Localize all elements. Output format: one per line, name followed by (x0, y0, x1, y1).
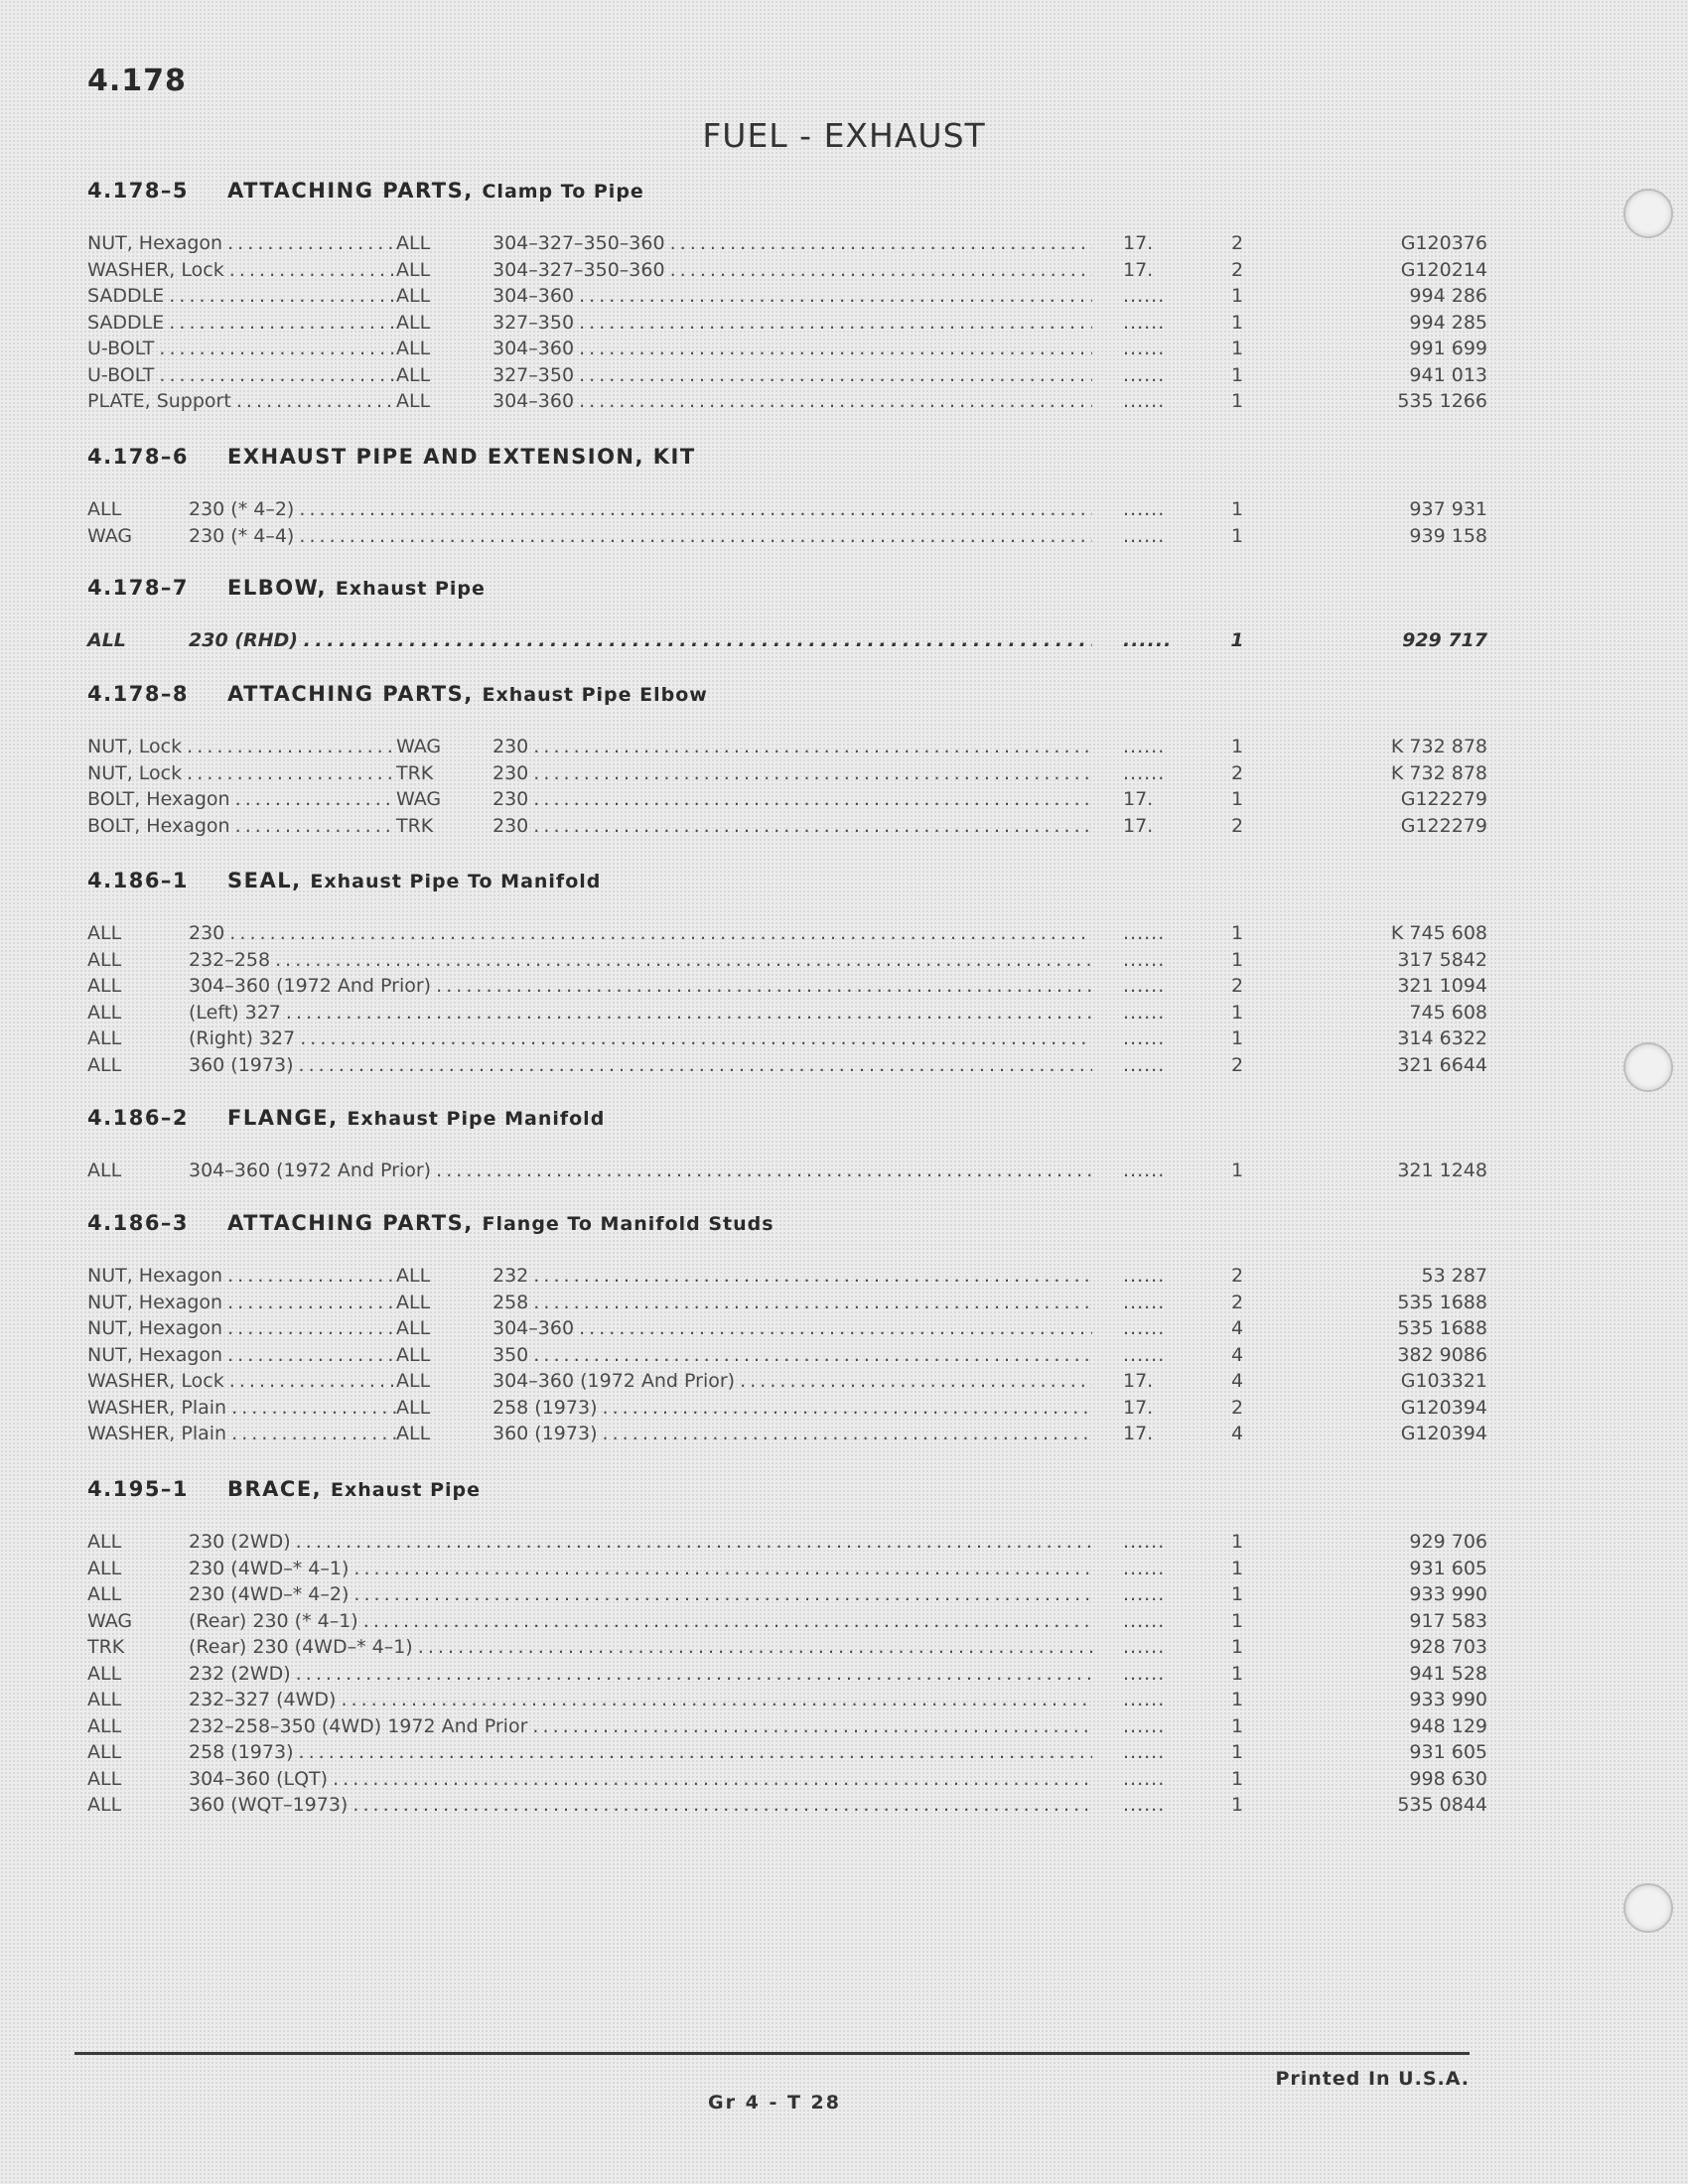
model-code: ALL (396, 1265, 431, 1287)
group-ref: ...... (1123, 1714, 1166, 1737)
section-subtitle: Clamp To Pipe (482, 181, 644, 203)
group-ref: ...... (1123, 1794, 1166, 1816)
part-number: 929 706 (1409, 1531, 1487, 1553)
quantity: 2 (1230, 1396, 1244, 1419)
table-row (87, 362, 1487, 389)
engine-application: 304–360 (LQT) . . . (189, 1766, 1092, 1793)
quantity: 1 (1230, 285, 1244, 307)
item-name: NUT, Lock . . . (87, 760, 396, 787)
model-code: TRK (87, 1636, 125, 1658)
table-row (87, 1025, 1487, 1052)
quantity: 1 (1230, 1027, 1244, 1049)
group-ref: ...... (1123, 1001, 1166, 1024)
engine-application: 230 . . . (492, 760, 1092, 787)
engine-application: 232–258–350 (4WD) 1972 And Prior . . . (189, 1713, 1092, 1740)
item-name: U-BOLT . . . (87, 362, 396, 389)
model-code: ALL (87, 948, 122, 971)
section-4-178-8 (87, 680, 1487, 839)
model-code: ALL (87, 1531, 122, 1553)
item-name: WASHER, Plain . . . (87, 1421, 396, 1447)
part-number: 53 287 (1421, 1265, 1487, 1287)
model-code: ALL (396, 258, 431, 281)
group-ref: ...... (1123, 1689, 1166, 1710)
table-row (87, 1158, 1487, 1184)
table-row (87, 1315, 1487, 1342)
table-row (87, 627, 1487, 654)
section-subtitle: Flange To Manifold Studs (482, 1213, 774, 1235)
group-ref: 17. (1123, 1423, 1154, 1444)
engine-application: 304–327–350–360 . . . (492, 257, 1092, 284)
engine-application: 360 (1973) . . . (189, 1052, 1092, 1079)
model-code: ALL (87, 1053, 122, 1076)
section-4-186-3 (87, 1209, 1487, 1447)
group-ref: ...... (1123, 524, 1166, 547)
table-row (87, 813, 1487, 840)
group-ref: ...... (1123, 338, 1166, 359)
quantity: 2 (1230, 1291, 1244, 1313)
part-number: 321 1094 (1397, 975, 1487, 997)
footer-rule (74, 2052, 1470, 2055)
part-number: 382 9086 (1397, 1343, 1487, 1366)
quantity: 1 (1230, 1689, 1244, 1710)
engine-application: 327–350 . . . (492, 310, 1092, 337)
model-code: ALL (396, 285, 431, 307)
engine-application: 230 (4WD–* 4–2) . . . (189, 1581, 1092, 1608)
table-row (87, 1739, 1487, 1766)
page-title: FUEL - EXHAUST (702, 116, 986, 155)
group-ref: ...... (1123, 1767, 1166, 1790)
part-number: 321 6644 (1397, 1053, 1487, 1076)
engine-application: 232 . . . (492, 1263, 1092, 1290)
table-row (87, 1634, 1487, 1661)
section-heading (87, 1209, 1418, 1237)
part-number: G120214 (1400, 258, 1487, 281)
table-row (87, 310, 1487, 337)
section-title: ELBOW, (227, 576, 328, 600)
quantity: 1 (1230, 1583, 1244, 1605)
engine-application: (Right) 327 . . . (189, 1025, 1092, 1052)
quantity: 1 (1230, 524, 1244, 547)
part-number: 998 630 (1409, 1767, 1487, 1790)
part-number: 933 990 (1409, 1583, 1487, 1605)
table-row (87, 1661, 1487, 1688)
item-name: U-BOLT . . . (87, 336, 396, 362)
table-row (87, 336, 1487, 362)
engine-application: 327–350 . . . (492, 362, 1092, 389)
table-row (87, 973, 1487, 1000)
table-row (87, 496, 1487, 523)
group-ref: ...... (1123, 1662, 1166, 1685)
section-number: 4.178–8 (87, 682, 190, 706)
table-row (87, 920, 1487, 947)
engine-application: 232 (2WD) . . . (189, 1661, 1092, 1688)
model-code: ALL (87, 1741, 122, 1763)
engine-application: 230 (* 4–4) . . . (189, 523, 1092, 550)
table-row (87, 388, 1487, 415)
engine-application: 230 (2WD) . . . (189, 1529, 1092, 1556)
section-4-195-1 (87, 1475, 1487, 1819)
section-title: EXHAUST PIPE AND EXTENSION, KIT (227, 445, 696, 469)
group-ref: ...... (1123, 1741, 1166, 1763)
printed-in-usa: Printed In U.S.A. (1275, 2068, 1470, 2090)
model-code: WAG (396, 788, 442, 810)
table-row (87, 1556, 1487, 1582)
table-row (87, 1687, 1487, 1713)
group-ref: ...... (1123, 498, 1166, 520)
engine-application: 350 . . . (492, 1342, 1092, 1369)
quantity: 1 (1230, 788, 1244, 810)
page-reference: Gr 4 - T 28 (708, 2092, 841, 2114)
model-code: ALL (396, 1396, 431, 1419)
binder-hole-top (1623, 189, 1673, 238)
quantity: 1 (1230, 1557, 1244, 1579)
part-number: 314 6322 (1397, 1027, 1487, 1049)
group-ref: ...... (1123, 1291, 1166, 1313)
table-row (87, 1713, 1487, 1740)
part-number: 535 1688 (1397, 1317, 1487, 1339)
quantity: 2 (1230, 232, 1244, 254)
binder-hole-bottom (1623, 1883, 1673, 1933)
engine-application: 304–360 . . . (492, 283, 1092, 310)
part-number: 928 703 (1409, 1636, 1487, 1658)
group-ref: ...... (1123, 390, 1166, 412)
table-row (87, 230, 1487, 257)
table-row (87, 734, 1487, 760)
section-heading (87, 1475, 1418, 1503)
model-code: ALL (396, 390, 431, 412)
quantity: 1 (1230, 390, 1244, 412)
quantity: 1 (1230, 1531, 1244, 1553)
quantity: 1 (1230, 1767, 1244, 1790)
table-row (87, 523, 1487, 550)
model-code: ALL (87, 1027, 122, 1049)
engine-application: 304–360 . . . (492, 336, 1092, 362)
section-4-178-7 (87, 574, 1487, 654)
item-name: BOLT, Hexagon . . . (87, 786, 396, 813)
item-name: SADDLE . . . (87, 283, 396, 310)
item-name: WASHER, Lock . . . (87, 1368, 396, 1395)
group-ref: ...... (1123, 311, 1166, 334)
part-number: G103321 (1400, 1370, 1487, 1392)
model-code: ALL (396, 311, 431, 334)
item-name: NUT, Hexagon . . . (87, 230, 396, 257)
model-code: ALL (396, 338, 431, 359)
quantity: 1 (1230, 1662, 1244, 1685)
table-row (87, 1052, 1487, 1079)
part-number: 991 699 (1409, 338, 1487, 359)
section-heading (87, 443, 1418, 471)
table-row (87, 1263, 1487, 1290)
group-ref: ...... (1123, 629, 1173, 651)
quantity: 1 (1230, 1609, 1244, 1632)
section-title: SEAL, (227, 869, 302, 892)
section-subtitle: Exhaust Pipe (335, 578, 486, 600)
section-number: 4.186–2 (87, 1106, 190, 1130)
section-number: 4.186–3 (87, 1211, 190, 1235)
engine-application: 230 . . . (492, 786, 1092, 813)
quantity: 1 (1230, 736, 1244, 757)
group-ref: ...... (1123, 1160, 1166, 1181)
engine-application: 232–327 (4WD) . . . (189, 1687, 1092, 1713)
part-number: 321 1248 (1397, 1160, 1487, 1181)
section-subtitle: Exhaust Pipe Elbow (482, 684, 708, 706)
quantity: 2 (1230, 814, 1244, 837)
engine-application: 304–360 (1972 And Prior) . . . (492, 1368, 1092, 1395)
part-number: 317 5842 (1397, 948, 1487, 971)
quantity: 1 (1230, 1001, 1244, 1024)
engine-application: 304–360 . . . (492, 1315, 1092, 1342)
engine-application: 360 (WQT–1973) . . . (189, 1792, 1092, 1819)
section-number: 4.186–1 (87, 869, 190, 892)
model-code: ALL (87, 975, 122, 997)
model-code: ALL (396, 1343, 431, 1366)
quantity: 4 (1230, 1343, 1244, 1366)
model-code: ALL (87, 1160, 122, 1181)
group-ref: ...... (1123, 1343, 1166, 1366)
model-code: ALL (87, 1662, 122, 1685)
part-number: 994 286 (1409, 285, 1487, 307)
group-ref: ...... (1123, 285, 1166, 307)
quantity: 2 (1230, 258, 1244, 281)
quantity: 4 (1230, 1370, 1244, 1392)
quantity: 1 (1230, 1794, 1244, 1816)
group-ref: 17. (1123, 258, 1154, 281)
section-title: ATTACHING PARTS, (227, 682, 474, 706)
group-ref: 17. (1123, 814, 1154, 837)
section-4-178-6 (87, 443, 1487, 549)
model-code: ALL (87, 498, 122, 520)
quantity: 1 (1230, 498, 1244, 520)
model-code: ALL (396, 232, 431, 254)
group-ref: ...... (1123, 1053, 1166, 1076)
group-ref: ...... (1123, 1317, 1166, 1339)
part-number: K 732 878 (1390, 761, 1487, 784)
engine-application: 232–258 . . . (189, 947, 1092, 974)
section-heading (87, 867, 1418, 894)
engine-application: 258 . . . (492, 1290, 1092, 1316)
model-code: ALL (396, 363, 431, 386)
page-number: 4.178 (87, 64, 187, 98)
section-subtitle: Exhaust Pipe (330, 1479, 482, 1501)
quantity: 2 (1230, 1265, 1244, 1287)
model-code: TRK (396, 814, 434, 837)
part-number: 941 013 (1409, 363, 1487, 386)
item-name: NUT, Hexagon . . . (87, 1263, 396, 1290)
model-code: ALL (87, 1767, 122, 1790)
section-subtitle: Exhaust Pipe To Manifold (310, 871, 602, 892)
quantity: 4 (1230, 1317, 1244, 1339)
table-row (87, 760, 1487, 787)
model-code: ALL (87, 1557, 122, 1579)
model-code: ALL (87, 1001, 122, 1024)
section-4-186-1 (87, 867, 1487, 1078)
engine-application: 230 (* 4–2) . . . (189, 496, 1092, 523)
group-ref: ...... (1123, 363, 1166, 386)
part-number: 745 608 (1409, 1001, 1487, 1024)
group-ref: ...... (1123, 736, 1166, 757)
part-number: 941 528 (1409, 1662, 1487, 1685)
group-ref: 17. (1123, 232, 1154, 254)
engine-application: 230 (RHD) . . . (189, 627, 1092, 654)
engine-application: 258 (1973) . . . (492, 1395, 1092, 1422)
model-code: ALL (87, 922, 122, 944)
part-number: 535 1266 (1397, 390, 1487, 412)
quantity: 2 (1230, 761, 1244, 784)
section-heading (87, 574, 1418, 602)
model-code: WAG (396, 736, 442, 757)
part-number: G120394 (1400, 1423, 1487, 1444)
item-name: NUT, Hexagon . . . (87, 1290, 396, 1316)
model-code: ALL (396, 1291, 431, 1313)
part-number: 937 931 (1409, 498, 1487, 520)
part-number: 929 717 (1402, 629, 1487, 651)
section-number: 4.178–7 (87, 576, 190, 600)
model-code: WAG (87, 524, 133, 547)
quantity: 1 (1230, 1741, 1244, 1763)
part-number: 933 990 (1409, 1689, 1487, 1710)
engine-application: 258 (1973) . . . (189, 1739, 1092, 1766)
table-row (87, 1766, 1487, 1793)
table-row (87, 257, 1487, 284)
group-ref: ...... (1123, 1636, 1166, 1658)
table-row (87, 786, 1487, 813)
group-ref: ...... (1123, 761, 1166, 784)
section-title: BRACE, (227, 1477, 323, 1501)
part-number: G120394 (1400, 1396, 1487, 1419)
group-ref: 17. (1123, 788, 1154, 810)
table-row (87, 1421, 1487, 1447)
model-code: ALL (87, 1689, 122, 1710)
engine-application: 360 (1973) . . . (492, 1421, 1092, 1447)
quantity: 1 (1230, 338, 1244, 359)
quantity: 2 (1230, 975, 1244, 997)
table-row (87, 1792, 1487, 1819)
engine-application: 304–360 . . . (492, 388, 1092, 415)
quantity: 1 (1230, 922, 1244, 944)
engine-application: 230 . . . (189, 920, 1092, 947)
part-number: 931 605 (1409, 1741, 1487, 1763)
table-row (87, 1608, 1487, 1635)
model-code: ALL (396, 1423, 431, 1444)
section-subtitle: Exhaust Pipe Manifold (347, 1108, 606, 1130)
section-heading (87, 177, 1418, 205)
model-code: ALL (87, 1794, 122, 1816)
quantity: 1 (1230, 948, 1244, 971)
model-code: ALL (87, 1583, 122, 1605)
section-heading (87, 1104, 1418, 1132)
table-row (87, 1290, 1487, 1316)
part-number: 535 1688 (1397, 1291, 1487, 1313)
part-number: 917 583 (1409, 1609, 1487, 1632)
group-ref: 17. (1123, 1396, 1154, 1419)
engine-application: (Rear) 230 (4WD–* 4–1) . . . (189, 1634, 1092, 1661)
part-number: 939 158 (1409, 524, 1487, 547)
group-ref: ...... (1123, 975, 1166, 997)
part-number: 535 0844 (1397, 1794, 1487, 1816)
quantity: 1 (1230, 1714, 1244, 1737)
section-title: FLANGE, (227, 1106, 339, 1130)
item-name: WASHER, Lock . . . (87, 257, 396, 284)
quantity: 1 (1230, 1636, 1244, 1658)
engine-application: 230 (4WD–* 4–1) . . . (189, 1556, 1092, 1582)
table-row (87, 1000, 1487, 1026)
engine-application: 230 . . . (492, 734, 1092, 760)
item-name: WASHER, Plain . . . (87, 1395, 396, 1422)
model-code: TRK (396, 761, 434, 784)
group-ref: 17. (1123, 1370, 1154, 1392)
group-ref: ...... (1123, 1531, 1166, 1553)
table-row (87, 1395, 1487, 1422)
section-4-186-2 (87, 1104, 1487, 1184)
quantity: 2 (1230, 1053, 1244, 1076)
model-code: ALL (396, 1370, 431, 1392)
part-number: 931 605 (1409, 1557, 1487, 1579)
part-number: K 732 878 (1390, 736, 1487, 757)
section-number: 4.178–5 (87, 179, 190, 203)
table-row (87, 283, 1487, 310)
quantity: 1 (1230, 311, 1244, 334)
model-code: ALL (87, 629, 126, 651)
part-number: G120376 (1400, 232, 1487, 254)
model-code: WAG (87, 1609, 133, 1632)
section-4-178-5 (87, 177, 1487, 415)
engine-application: 304–327–350–360 . . . (492, 230, 1092, 257)
part-number: K 745 608 (1390, 922, 1487, 944)
group-ref: ...... (1123, 1265, 1166, 1287)
item-name: NUT, Hexagon . . . (87, 1342, 396, 1369)
group-ref: ...... (1123, 948, 1166, 971)
section-number: 4.178–6 (87, 445, 190, 469)
section-heading (87, 680, 1418, 708)
part-number: 994 285 (1409, 311, 1487, 334)
section-number: 4.195–1 (87, 1477, 190, 1501)
engine-application: 304–360 (1972 And Prior) . . . (189, 973, 1092, 1000)
group-ref: ...... (1123, 1557, 1166, 1579)
model-code: ALL (87, 1714, 122, 1737)
section-title: ATTACHING PARTS, (227, 179, 474, 203)
quantity: 1 (1230, 1160, 1244, 1181)
group-ref: ...... (1123, 1583, 1166, 1605)
item-name: NUT, Lock . . . (87, 734, 396, 760)
group-ref: ...... (1123, 1609, 1166, 1632)
quantity: 1 (1230, 363, 1244, 386)
item-name: PLATE, Support . . . (87, 388, 396, 415)
part-number: G122279 (1400, 814, 1487, 837)
engine-application: 230 . . . (492, 813, 1092, 840)
table-row (87, 1529, 1487, 1556)
engine-application: 304–360 (1972 And Prior) . . . (189, 1158, 1092, 1184)
engine-application: (Left) 327 . . . (189, 1000, 1092, 1026)
table-row (87, 1342, 1487, 1369)
table-row (87, 1368, 1487, 1395)
binder-hole-middle (1623, 1042, 1673, 1092)
item-name: BOLT, Hexagon . . . (87, 813, 396, 840)
quantity: 1 (1230, 629, 1244, 651)
engine-application: (Rear) 230 (* 4–1) . . . (189, 1608, 1092, 1635)
table-row (87, 1581, 1487, 1608)
model-code: ALL (396, 1317, 431, 1339)
section-title: ATTACHING PARTS, (227, 1211, 474, 1235)
table-row (87, 947, 1487, 974)
item-name: SADDLE . . . (87, 310, 396, 337)
part-number: G122279 (1400, 788, 1487, 810)
item-name: NUT, Hexagon . . . (87, 1315, 396, 1342)
quantity: 4 (1230, 1423, 1244, 1444)
group-ref: ...... (1123, 1027, 1166, 1049)
group-ref: ...... (1123, 922, 1166, 944)
part-number: 948 129 (1409, 1714, 1487, 1737)
